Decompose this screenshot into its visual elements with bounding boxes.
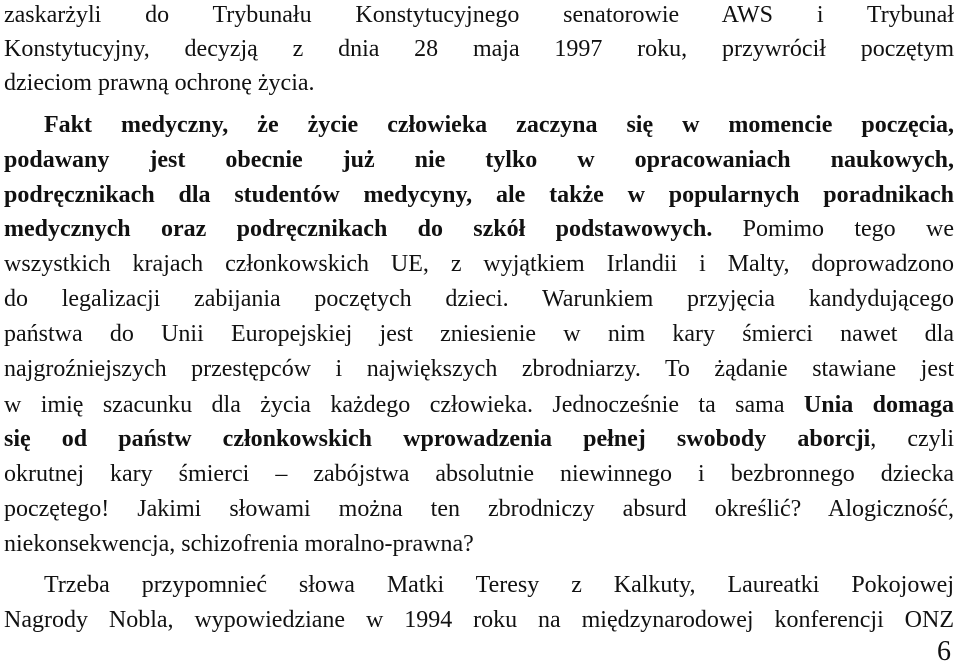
text-run-bold: się od państw członkowskich wprowadzenia pełnej swobody aborcji	[4, 426, 871, 452]
text-line	[4, 284, 954, 314]
text-run: podręcznikach dla studentów medycyny, ale także w popularnych poradnikach	[4, 182, 954, 208]
text-line	[44, 110, 954, 140]
text-line	[4, 390, 954, 420]
text-line	[4, 459, 954, 489]
text-line	[4, 0, 954, 30]
text-run: Fakt medyczny, że życie człowieka zaczyna się w momencie poczęcia,	[44, 112, 954, 138]
text-run: Nagrody Nobla, wypowiedziane w 1994 roku na międzynarodowej konferencji ONZ	[4, 607, 954, 633]
text-line	[4, 249, 954, 279]
text-line	[44, 570, 954, 600]
text-run: poczętego! Jakimi słowami można ten zbrodniczy absurd określić? Alogiczność,	[4, 496, 954, 522]
text-line	[4, 354, 954, 384]
text-run: Trzeba przypomnieć słowa Matki Teresy z Kalkuty, Laureatki Pokojowej	[44, 572, 954, 598]
text-run: podawany jest obecnie już nie tylko w opracowaniach naukowych,	[4, 147, 954, 173]
text-line	[4, 605, 954, 635]
text-line	[4, 145, 954, 175]
text-line	[4, 424, 954, 454]
text-run: państwa do Unii Europejskiej jest zniesienie w nim kary śmierci nawet dla	[4, 321, 954, 347]
text-run: do legalizacji zabijania poczętych dzieci. Warunkiem przyjęcia kandydującego	[4, 286, 954, 312]
text-run: dzieciom prawną ochronę życia.	[4, 70, 315, 96]
text-line	[4, 180, 954, 210]
text-run: najgroźniejszych przestępców i największych zbrodniarzy. To żądanie stawiane jest	[4, 356, 954, 382]
text-line	[4, 494, 954, 524]
text-run: w imię szacunku dla życia każdego człowieka. Jednocześnie ta sama	[4, 392, 804, 418]
text-run: niekonsekwencja, schizofrenia moralno-prawna?	[4, 531, 474, 557]
text-run: , czyli	[870, 426, 955, 452]
text-run-bold: medycznych oraz podręcznikach do szkół podstawowych.	[4, 216, 713, 242]
text-run: okrutnej kary śmierci – zabójstwa absolutnie niewinnego i bezbronnego dziecka	[4, 461, 954, 487]
text-run-bold: Unia domaga	[803, 392, 954, 418]
text-run: wszystkich krajach członkowskich UE, z wyjątkiem Irlandii i Malty, doprowadzono	[4, 251, 954, 277]
text-line	[4, 319, 954, 349]
text-run: Pomimo tego we	[712, 216, 955, 242]
text-run: Konstytucyjny, decyzją z dnia 28 maja 1997 roku, przywrócił poczętym	[4, 36, 954, 62]
text-line	[4, 34, 954, 64]
text-line	[4, 529, 954, 559]
text-line	[4, 68, 954, 98]
page-number: 6	[937, 636, 951, 667]
text-line	[4, 214, 954, 244]
text-run: zaskarżyli do Trybunału Konstytucyjnego senatorowie AWS i Trybunał	[4, 2, 954, 28]
